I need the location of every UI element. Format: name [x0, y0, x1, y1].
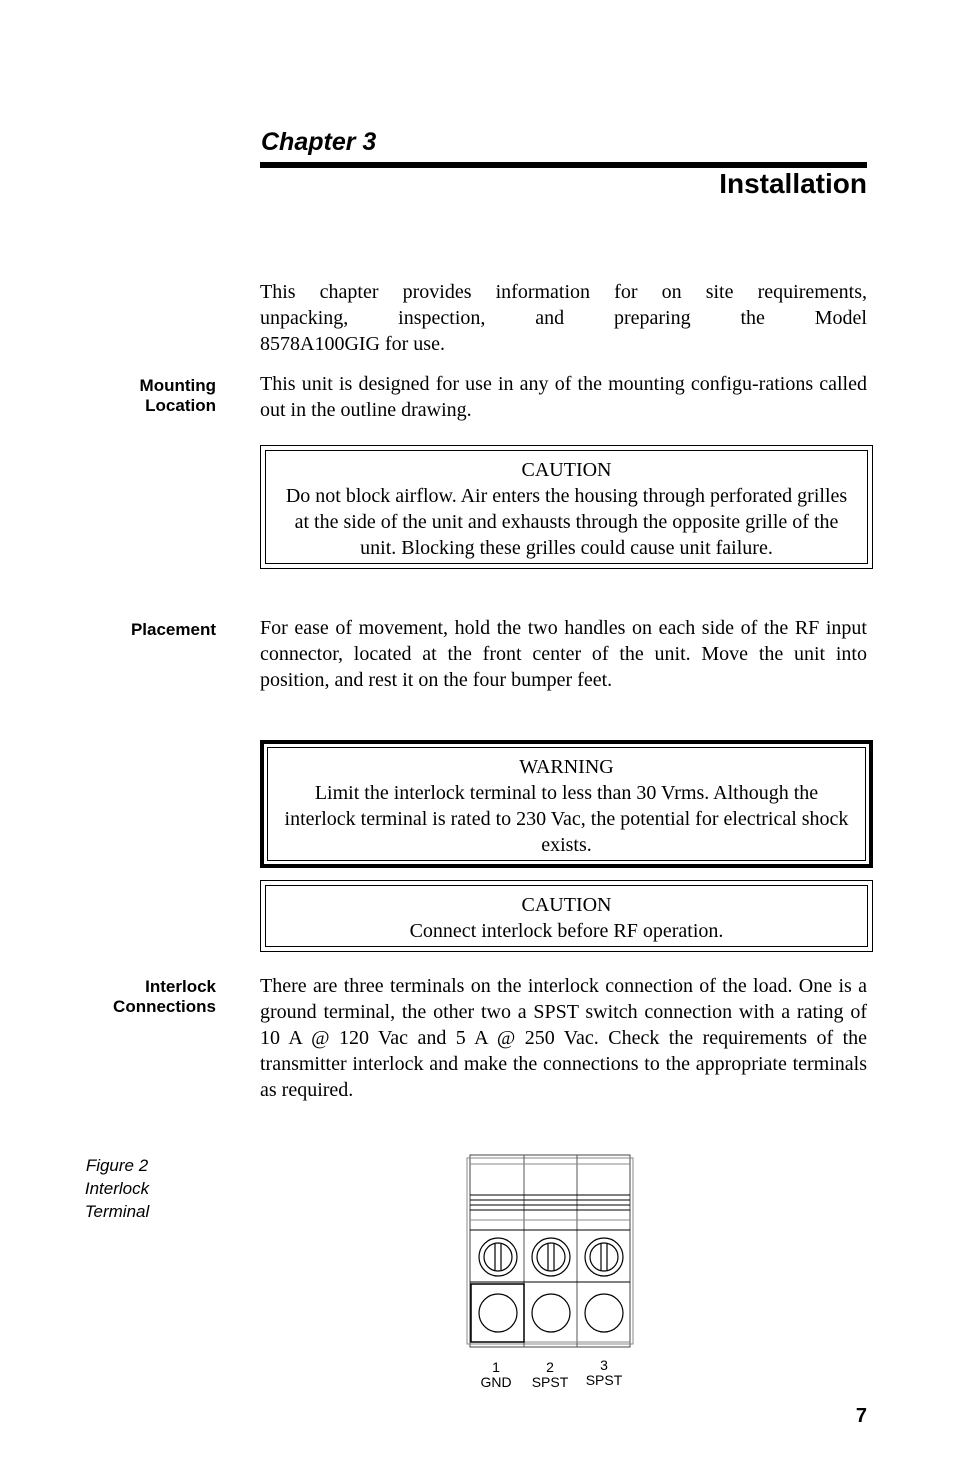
interlock-terminal-diagram: [462, 1150, 638, 1360]
caution-interlock-box: [260, 880, 873, 952]
warning-title: WARNING: [519, 756, 614, 778]
mounting-heading-line: Location: [145, 396, 216, 415]
terminal-label-1: [474, 1360, 518, 1390]
caution-title: CAUTION: [521, 894, 612, 916]
intro-line: This chapter provides information for on site requirements,: [260, 281, 867, 303]
screw-icon: [479, 1238, 517, 1276]
figure-caption-line: Terminal: [84, 1202, 150, 1221]
terminal-label-3: [582, 1358, 626, 1388]
screw-icon: [585, 1238, 623, 1276]
wire-opening-icon: [585, 1294, 623, 1332]
caution-airflow-inner: [265, 450, 868, 564]
figure-caption-line: Interlock: [84, 1179, 150, 1198]
wire-opening-icon: [532, 1294, 570, 1332]
interlock-heading: [16, 977, 216, 1017]
interlock-text: There are three terminals on the interlock connection of the load. One is a ground terminal, the other two a SPST switch connection with a rating of 10 A @ 120 Vac and 5 A @ 250 Vac. Check the requirements of the transmitter interlock and make the connections to the appropriate terminals as required.: [260, 975, 867, 1101]
caution-title: CAUTION: [521, 459, 612, 481]
terminal-number: 2: [546, 1359, 554, 1375]
screw-icon: [532, 1238, 570, 1276]
page-number: 7: [855, 1405, 867, 1427]
chapter-title: Installation: [719, 168, 867, 199]
caution-airflow-box: [260, 445, 873, 569]
terminal-name: SPST: [585, 1372, 623, 1388]
mounting-text: This unit is designed for use in any of the mounting configu-rations called out in the outline drawing.: [260, 373, 867, 421]
warning-interlock-inner: [267, 747, 866, 861]
caution-text: Connect interlock before RF operation.: [409, 920, 724, 942]
caution-interlock-inner: [265, 885, 868, 947]
terminal-number: 1: [492, 1359, 500, 1375]
warning-interlock-box: [260, 740, 873, 868]
intro-line: 8578A100GIG for use.: [260, 333, 445, 355]
caution-text: Do not block airflow. Air enters the housing through perforated grilles at the side of the unit and exhausts through the opposite grille of the unit. Blocking these grilles could cause unit failure.: [285, 485, 848, 559]
intro-paragraph: [260, 279, 867, 357]
mounting-heading-line: Mounting: [139, 376, 216, 395]
figure-caption: [42, 1154, 192, 1223]
mounting-heading: [16, 376, 216, 416]
placement-text: For ease of movement, hold the two handles on each side of the RF input connector, located at the front center of the unit. Move the unit into position, and rest it on the four bumper feet.: [260, 617, 867, 691]
interlock-heading-line: Connections: [113, 997, 216, 1016]
warning-text: Limit the interlock terminal to less than 30 Vrms. Although the interlock terminal is rated to 230 Vac, the potential for electrical shock exists.: [284, 782, 849, 856]
terminal-name: SPST: [531, 1374, 569, 1390]
figure-caption-line: Figure 2: [85, 1156, 149, 1175]
placement-heading: Placement: [130, 620, 216, 639]
terminal-label-2: [528, 1360, 572, 1390]
terminal-name: GND: [480, 1374, 512, 1390]
intro-line: unpacking, inspection, and preparing the Model: [260, 307, 867, 329]
wire-opening-icon: [479, 1294, 517, 1332]
terminal-number: 3: [600, 1357, 608, 1373]
chapter-label: Chapter 3: [261, 128, 377, 156]
interlock-heading-line: Interlock: [145, 977, 216, 996]
